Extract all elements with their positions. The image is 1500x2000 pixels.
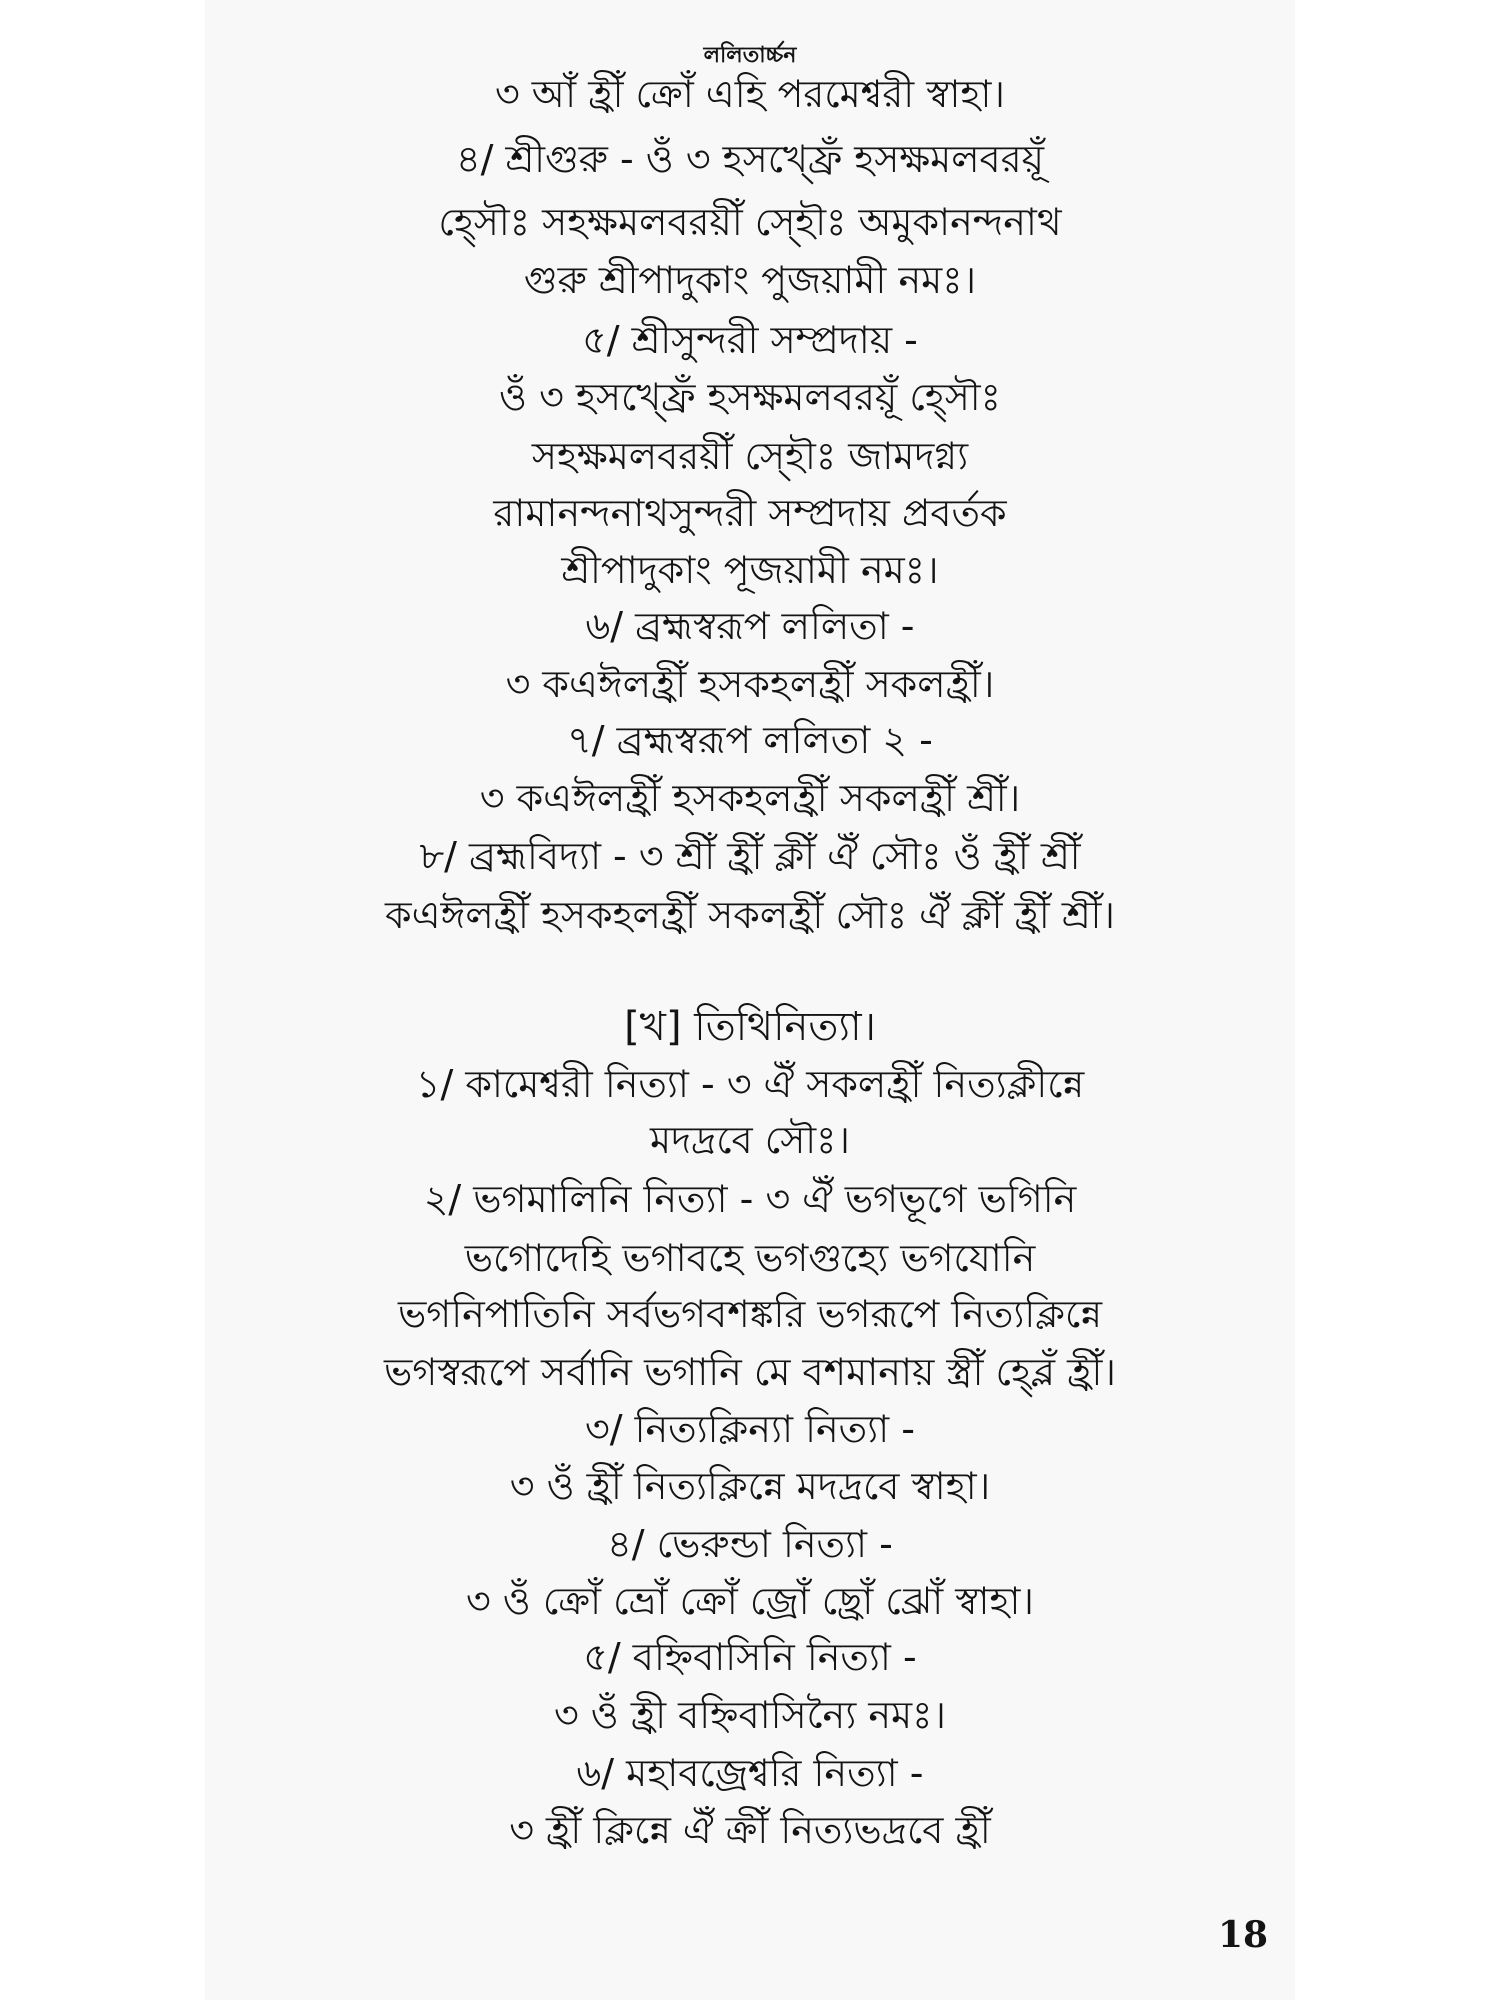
- text-line: ৩ হ্রীঁ ক্লিন্নে ঐঁ ক্রীঁ নিত্যভদ্রবে হ্রীঁ: [509, 1808, 991, 1852]
- text-line: ভগনিপাতিনি সর্বভগবশঙ্করি ভগরূপে নিত্যক্লিন্নে: [397, 1292, 1103, 1336]
- text-line: ৩ কএঈলহ্রীঁ হসকহলহ্রীঁ সকলহ্রীঁ।: [505, 662, 995, 706]
- text-line: শ্রীপাদুকাং পূজয়ামী নমঃ।: [561, 548, 939, 592]
- text-line: কএঈলহ্রীঁ হসকহলহ্রীঁ সকলহ্রীঁ সৌঃ ঐঁ ক্লীঁ হ্রীঁ শ্রীঁ।: [385, 893, 1115, 937]
- text-line: ৭/ ব্রহ্মস্বরূপ ললিতা ২ -: [567, 718, 933, 762]
- text-line: ৩ ওঁ ক্রোঁ ভ্রোঁ ক্রোঁ জ্রোঁ ছ্রোঁ ঝ্রোঁ স্বাহা।: [466, 1579, 1034, 1623]
- text-line: রামানন্দনাথসুন্দরী সম্প্রদায় প্রবর্তক: [493, 491, 1007, 535]
- text-line: ভগোদেহি ভগাবহে ভগগুহ্যে ভগযোনি: [464, 1236, 1036, 1280]
- text-line: ৮/ ব্রহ্মবিদ্যা - ৩ শ্রীঁ হ্রীঁ ক্লীঁ ঐঁ সৌঃ ওঁ হ্রীঁ শ্রীঁ: [419, 834, 1081, 878]
- text-line: ৫/ বহ্নিবাসিনি নিত্যা -: [583, 1635, 917, 1679]
- text-line: ৩ আঁ হ্রীঁ ক্রোঁ এহি পরমেশ্বরী স্বাহা।: [495, 72, 1005, 116]
- text-line: ১/ কামেশ্বরী নিত্যা - ৩ ঐঁ সকলহ্রীঁ নিত্যক্লীন্নে: [415, 1062, 1085, 1106]
- text-line: ৩ ওঁ হ্রী বহ্নিবাসিন্যৈ নমঃ।: [554, 1693, 946, 1737]
- text-line: ২/ ভগমালিনি নিত্যা - ৩ ঐঁ ভগভূগে ভগিনি: [423, 1177, 1077, 1221]
- text-line: মদদ্রবে সৌঃ।: [649, 1118, 851, 1162]
- section-heading: [খ] তিথিনিত্যা।: [624, 1004, 876, 1050]
- text-line: ৫/ শ্রীসুন্দরী সম্প্রদায় -: [582, 318, 918, 362]
- text-line: ৩ ওঁ হ্রীঁ নিত্যক্লিন্নে মদদ্রবে স্বাহা।: [509, 1464, 991, 1508]
- text-line: ৩ কএঈলহ্রীঁ হসকহলহ্রীঁ সকলহ্রীঁ শ্রীঁ।: [479, 776, 1021, 820]
- text-line: হ্সৌঃ সহক্ষমলবরয়ীঁ স্হৌঃ অমুকানন্দনাথ: [438, 200, 1062, 244]
- text-line: ৪/ শ্রীগুরু - ওঁ ৩ হসখ্ফ্রেঁ হসক্ষমলবরয়ূঁ: [456, 137, 1044, 181]
- text-line: ৩/ নিত্যক্লিন্যা নিত্যা -: [585, 1407, 915, 1451]
- text-line: ৬/ ব্রহ্মস্বরূপ ললিতা -: [585, 604, 915, 648]
- text-line: ভগস্বরূপে সর্বানি ভগানি মে বশমানায় স্ত্রীঁ হ্ব্লেঁ হ্রীঁ।: [384, 1350, 1116, 1394]
- text-line: ৬/ মহাবজ্রেশ্বরি নিত্যা -: [576, 1751, 924, 1795]
- running-header: ললিতার্চ্চন: [703, 43, 797, 68]
- page-number: 18: [1218, 1914, 1269, 1956]
- text-line: গুরু শ্রীপাদুকাং পুজয়ামী নমঃ।: [523, 258, 977, 302]
- text-line: ওঁ ৩ হসখ্ফ্রেঁ হসক্ষমলবরয়ূঁ হ্সৌঃ: [499, 375, 1001, 419]
- text-line: ৪/ ভেরুন্ডা নিত্যা -: [607, 1522, 893, 1566]
- text-line: সহক্ষমলবরয়ীঁ স্হৌঃ জামদগ্ন্য: [531, 434, 969, 478]
